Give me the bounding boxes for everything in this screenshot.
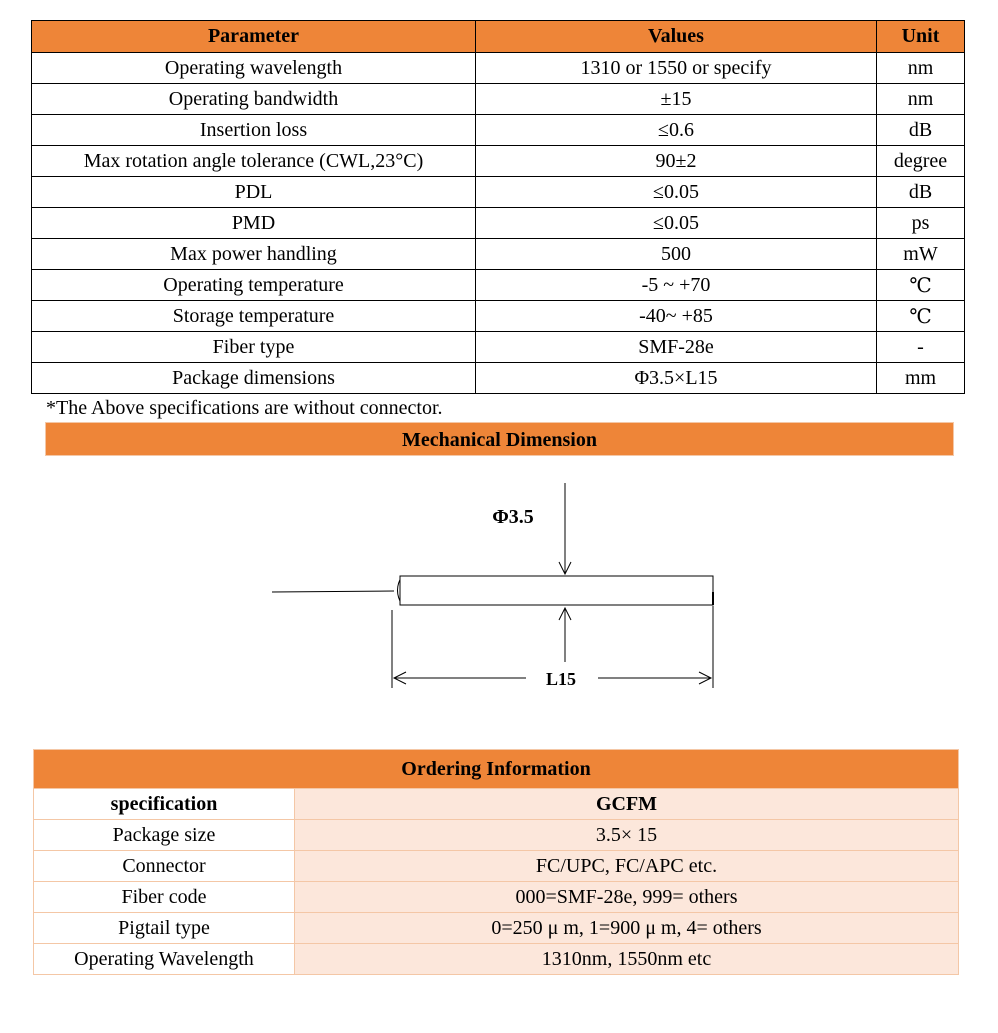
header-unit: Unit (877, 21, 965, 53)
spec-row (32, 146, 965, 177)
spec-value: 1310 or 1550 or specify (476, 53, 877, 84)
spec-value: -40~ +85 (476, 301, 877, 332)
spec-parameter: Max power handling (32, 239, 476, 270)
spec-unit: dB (877, 115, 965, 146)
ordering-row (34, 882, 959, 913)
spec-unit: degree (877, 146, 965, 177)
spec-row (32, 84, 965, 115)
spec-unit: ps (877, 208, 965, 239)
ordering-label: Operating Wavelength (34, 944, 295, 975)
spec-unit: nm (877, 84, 965, 115)
spec-parameter: PDL (32, 177, 476, 208)
ordering-label: Pigtail type (34, 913, 295, 944)
ordering-value: 000=SMF-28e, 999= others (295, 882, 959, 913)
ordering-information-table (33, 749, 959, 975)
spec-row (32, 301, 965, 332)
ordering-head-row (34, 789, 959, 820)
spec-row (32, 177, 965, 208)
spec-unit: - (877, 332, 965, 363)
spec-value: ≤0.05 (476, 208, 877, 239)
specification-table (31, 20, 965, 394)
ordering-title-row (34, 750, 959, 789)
spec-parameter: Storage temperature (32, 301, 476, 332)
mechanical-drawing (0, 460, 998, 700)
spec-unit: ℃ (877, 301, 965, 332)
spec-unit: dB (877, 177, 965, 208)
fiber-pigtail (272, 591, 394, 592)
ordering-value: 0=250 μ m, 1=900 μ m, 4= others (295, 913, 959, 944)
mechanical-dimension-heading: Mechanical Dimension (45, 422, 954, 456)
spec-header-row (32, 21, 965, 53)
ordering-row (34, 820, 959, 851)
spec-parameter: Insertion loss (32, 115, 476, 146)
spec-value: 500 (476, 239, 877, 270)
ordering-title: Ordering Information (34, 750, 959, 789)
spec-row (32, 115, 965, 146)
spec-footnote: *The Above specifications are without connector. (46, 397, 443, 419)
spec-value: ≤0.6 (476, 115, 877, 146)
spec-value: ≤0.05 (476, 177, 877, 208)
spec-value: 90±2 (476, 146, 877, 177)
spec-value: SMF-28e (476, 332, 877, 363)
tube-body (400, 576, 713, 605)
ordering-label: Connector (34, 851, 295, 882)
spec-row (32, 363, 965, 394)
spec-parameter: Operating bandwidth (32, 84, 476, 115)
spec-row (32, 53, 965, 84)
header-parameter: Parameter (32, 21, 476, 53)
spec-unit: ℃ (877, 270, 965, 301)
spec-parameter: Max rotation angle tolerance (CWL,23°C) (32, 146, 476, 177)
spec-row (32, 208, 965, 239)
spec-parameter: Operating wavelength (32, 53, 476, 84)
spec-row (32, 239, 965, 270)
header-values: Values (476, 21, 877, 53)
spec-value: Φ3.5×L15 (476, 363, 877, 394)
spec-unit: mW (877, 239, 965, 270)
spec-parameter: Package dimensions (32, 363, 476, 394)
ordering-label: Package size (34, 820, 295, 851)
spec-parameter: Operating temperature (32, 270, 476, 301)
ordering-row (34, 944, 959, 975)
spec-parameter: PMD (32, 208, 476, 239)
spec-unit: mm (877, 363, 965, 394)
ordering-value: 1310nm, 1550nm etc (295, 944, 959, 975)
spec-value: ±15 (476, 84, 877, 115)
spec-row (32, 332, 965, 363)
length-label: L15 (545, 669, 577, 689)
spec-parameter: Fiber type (32, 332, 476, 363)
ordering-row (34, 913, 959, 944)
spec-unit: nm (877, 53, 965, 84)
spec-row (32, 270, 965, 301)
spec-value: -5 ~ +70 (476, 270, 877, 301)
ordering-value: FC/UPC, FC/APC etc. (295, 851, 959, 882)
diameter-label: Φ3.5 (492, 506, 534, 528)
ordering-head-value: GCFM (295, 789, 959, 820)
ordering-head-label: specification (34, 789, 295, 820)
ordering-label: Fiber code (34, 882, 295, 913)
ordering-row (34, 851, 959, 882)
ordering-value: 3.5× 15 (295, 820, 959, 851)
